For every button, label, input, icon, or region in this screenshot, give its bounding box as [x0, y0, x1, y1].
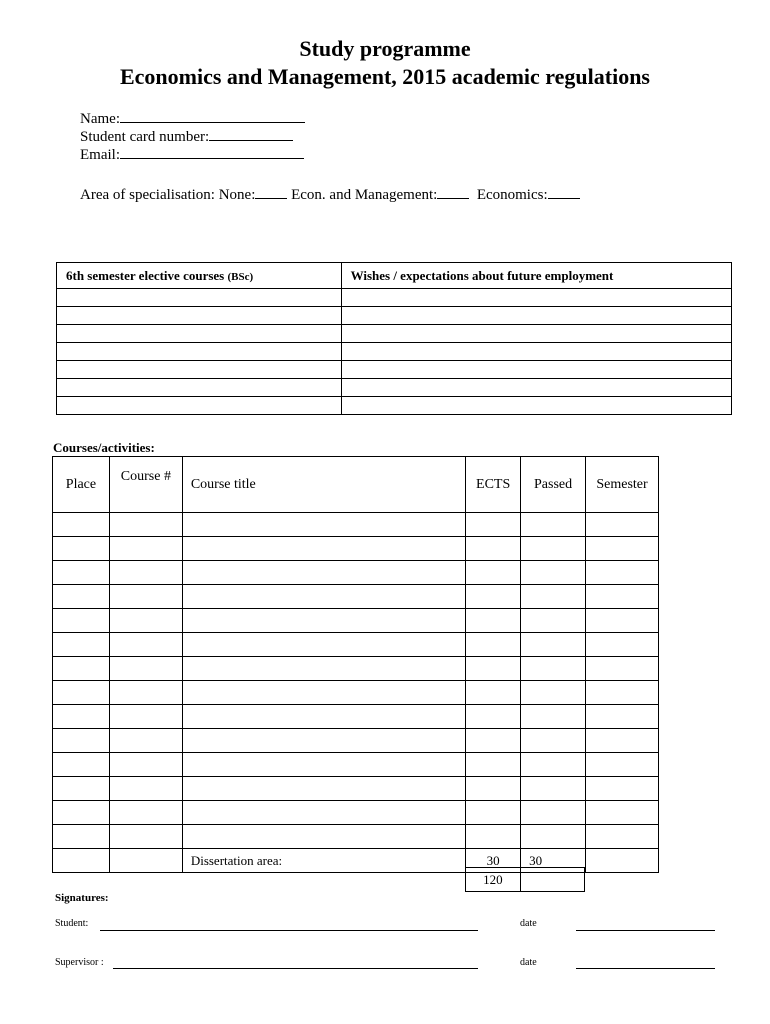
dissertation-label: Dissertation area: — [182, 849, 465, 873]
table-cell[interactable] — [466, 585, 521, 609]
specialisation-economics-label: Economics: — [476, 187, 548, 203]
table-cell[interactable] — [109, 801, 182, 825]
table-cell[interactable] — [53, 585, 110, 609]
email-field[interactable] — [80, 146, 304, 164]
table-cell[interactable] — [109, 729, 182, 753]
table-cell[interactable] — [109, 849, 182, 873]
table-cell[interactable] — [521, 657, 586, 681]
table-cell[interactable] — [57, 343, 342, 361]
table-cell[interactable] — [109, 633, 182, 657]
table-cell[interactable] — [182, 801, 465, 825]
table-cell[interactable] — [109, 777, 182, 801]
table-row — [53, 585, 659, 609]
elective-courses-header: 6th semester elective courses (BSc) — [57, 263, 342, 289]
employment-wishes-header: Wishes / expectations about future employment — [341, 263, 731, 289]
supervisor-signature-label: Supervisor : — [55, 957, 104, 968]
table-cell[interactable] — [466, 729, 521, 753]
courses-table-header — [53, 457, 659, 513]
table-cell[interactable] — [182, 825, 465, 849]
name-input-line[interactable] — [120, 110, 305, 123]
table-row — [53, 609, 659, 633]
table-cell[interactable] — [521, 537, 586, 561]
ects-header: ECTS — [466, 457, 521, 513]
table-cell[interactable] — [182, 729, 465, 753]
table-cell[interactable] — [53, 705, 110, 729]
name-field[interactable] — [80, 110, 305, 128]
table-cell[interactable] — [586, 513, 659, 537]
table-cell[interactable] — [53, 681, 110, 705]
table-cell[interactable] — [57, 379, 342, 397]
specialisation-label: Area of specialisation: None: — [80, 187, 256, 203]
table-cell[interactable] — [109, 609, 182, 633]
courses-section-label: Courses/activities: — [53, 440, 155, 455]
table-cell[interactable] — [182, 753, 465, 777]
table-cell[interactable] — [466, 513, 521, 537]
table-cell[interactable] — [521, 513, 586, 537]
table-cell[interactable] — [341, 397, 731, 415]
semester-header: Semester — [586, 457, 659, 513]
table-cell[interactable] — [53, 753, 110, 777]
table-cell[interactable] — [586, 657, 659, 681]
document-subtitle: Economics and Management, 2015 academic regulations — [119, 64, 650, 89]
table-cell[interactable] — [109, 705, 182, 729]
table-cell[interactable] — [341, 325, 731, 343]
table-cell[interactable] — [586, 729, 659, 753]
student-date-line[interactable] — [576, 930, 715, 931]
table-cell[interactable] — [466, 705, 521, 729]
email-input-line[interactable] — [120, 146, 304, 159]
student-signature-label: Student: — [55, 918, 89, 929]
table-cell[interactable] — [586, 585, 659, 609]
table-cell[interactable] — [57, 361, 342, 379]
table-cell[interactable] — [53, 657, 110, 681]
table-row — [53, 561, 659, 585]
dissertation-ects: 30 — [466, 849, 521, 873]
passed-header: Passed — [521, 457, 586, 513]
student-card-input-line[interactable] — [209, 128, 293, 141]
table-row — [53, 753, 659, 777]
table-row — [57, 379, 732, 397]
course-title-header: Course title — [182, 457, 465, 513]
table-cell[interactable] — [109, 681, 182, 705]
table-row — [57, 397, 732, 415]
totals-table — [465, 867, 585, 892]
courses-table — [52, 456, 659, 873]
table-cell[interactable] — [53, 801, 110, 825]
table-row — [57, 361, 732, 379]
table-cell[interactable] — [466, 753, 521, 777]
table-cell[interactable] — [586, 537, 659, 561]
email-label: Email: — [80, 147, 120, 163]
name-label: Name: — [80, 111, 120, 127]
table-cell[interactable] — [53, 633, 110, 657]
table-cell[interactable] — [109, 513, 182, 537]
table-cell[interactable] — [57, 289, 342, 307]
table-row — [53, 537, 659, 561]
table-cell[interactable] — [341, 289, 731, 307]
table-row — [53, 777, 659, 801]
table-cell[interactable] — [521, 681, 586, 705]
table-cell[interactable] — [466, 609, 521, 633]
dissertation-passed: 30 — [521, 849, 586, 873]
table-cell[interactable] — [109, 825, 182, 849]
table-cell[interactable] — [586, 801, 659, 825]
table-cell[interactable] — [521, 609, 586, 633]
table-cell[interactable] — [521, 633, 586, 657]
table-row — [53, 633, 659, 657]
table-cell[interactable] — [466, 825, 521, 849]
course-number-header: Course # — [109, 457, 182, 513]
specialisation-econ-mgmt-blank[interactable] — [437, 186, 469, 199]
table-cell[interactable] — [53, 513, 110, 537]
table-cell[interactable] — [182, 777, 465, 801]
total-passed-cell[interactable] — [520, 868, 584, 892]
table-cell[interactable] — [182, 705, 465, 729]
table-cell[interactable] — [521, 777, 586, 801]
table-row — [53, 705, 659, 729]
supervisor-signature-line[interactable] — [113, 968, 478, 969]
table-cell[interactable] — [341, 379, 731, 397]
table-cell[interactable] — [521, 753, 586, 777]
table-cell[interactable] — [521, 561, 586, 585]
table-cell[interactable] — [57, 325, 342, 343]
table-row — [53, 513, 659, 537]
signatures-label: Signatures: — [55, 892, 109, 904]
table-cell[interactable] — [466, 633, 521, 657]
table-cell[interactable] — [109, 753, 182, 777]
table-cell[interactable] — [466, 681, 521, 705]
table-cell[interactable] — [466, 537, 521, 561]
table-cell[interactable] — [586, 561, 659, 585]
table-cell[interactable] — [109, 657, 182, 681]
table-cell[interactable] — [521, 801, 586, 825]
table-cell[interactable] — [341, 361, 731, 379]
table-cell[interactable] — [586, 609, 659, 633]
table-cell[interactable] — [466, 561, 521, 585]
table-cell[interactable] — [182, 633, 465, 657]
table-cell[interactable] — [586, 849, 659, 873]
table-cell[interactable] — [182, 681, 465, 705]
table-cell[interactable] — [53, 825, 110, 849]
table-cell[interactable] — [109, 561, 182, 585]
table-cell[interactable] — [53, 777, 110, 801]
totals-row — [466, 868, 585, 892]
table-cell[interactable] — [53, 561, 110, 585]
table-cell[interactable] — [109, 585, 182, 609]
table-cell[interactable] — [341, 343, 731, 361]
table-row — [53, 825, 659, 849]
specialisation-row — [80, 186, 580, 204]
supervisor-date-label: date — [520, 957, 537, 968]
table-cell[interactable] — [586, 777, 659, 801]
table-cell[interactable] — [53, 849, 110, 873]
specialisation-economics-blank[interactable] — [548, 186, 580, 199]
total-ects: 120 — [466, 868, 521, 892]
student-card-label: Student card number: — [80, 129, 210, 145]
table-cell[interactable] — [182, 513, 465, 537]
table-cell[interactable] — [521, 825, 586, 849]
specialisation-econ-mgmt-label: Econ. and Management: — [291, 187, 438, 203]
course-rows — [53, 513, 659, 849]
table-cell[interactable] — [182, 609, 465, 633]
table-cell[interactable] — [57, 397, 342, 415]
table-cell[interactable] — [466, 657, 521, 681]
supervisor-date-line[interactable] — [576, 968, 715, 969]
table-cell[interactable] — [466, 801, 521, 825]
table-row — [53, 657, 659, 681]
table-cell[interactable] — [586, 753, 659, 777]
table-cell[interactable] — [586, 681, 659, 705]
table-row — [53, 729, 659, 753]
table-row — [53, 681, 659, 705]
table-cell[interactable] — [586, 705, 659, 729]
table-cell[interactable] — [109, 537, 182, 561]
table-cell[interactable] — [521, 729, 586, 753]
table-row — [53, 801, 659, 825]
table-cell[interactable] — [182, 561, 465, 585]
student-card-field[interactable] — [80, 128, 293, 146]
table-cell[interactable] — [53, 537, 110, 561]
student-signature-line[interactable] — [100, 930, 478, 931]
specialisation-none-blank[interactable] — [255, 186, 287, 199]
table-cell[interactable] — [586, 825, 659, 849]
table-cell[interactable] — [182, 537, 465, 561]
table-cell[interactable] — [182, 585, 465, 609]
document-title: Study programme — [299, 36, 471, 61]
table-row — [57, 325, 732, 343]
table-cell[interactable] — [57, 307, 342, 325]
table-cell[interactable] — [53, 729, 110, 753]
place-header: Place — [53, 457, 110, 513]
table-cell[interactable] — [182, 657, 465, 681]
table-row — [57, 307, 732, 325]
table-row — [57, 289, 732, 307]
elective-table — [56, 262, 732, 415]
table-cell[interactable] — [521, 705, 586, 729]
table-cell[interactable] — [466, 777, 521, 801]
table-row — [57, 343, 732, 361]
elective-table-header — [57, 263, 732, 289]
student-date-label: date — [520, 918, 537, 929]
table-cell[interactable] — [521, 585, 586, 609]
table-cell[interactable] — [53, 609, 110, 633]
table-cell[interactable] — [586, 633, 659, 657]
table-cell[interactable] — [341, 307, 731, 325]
